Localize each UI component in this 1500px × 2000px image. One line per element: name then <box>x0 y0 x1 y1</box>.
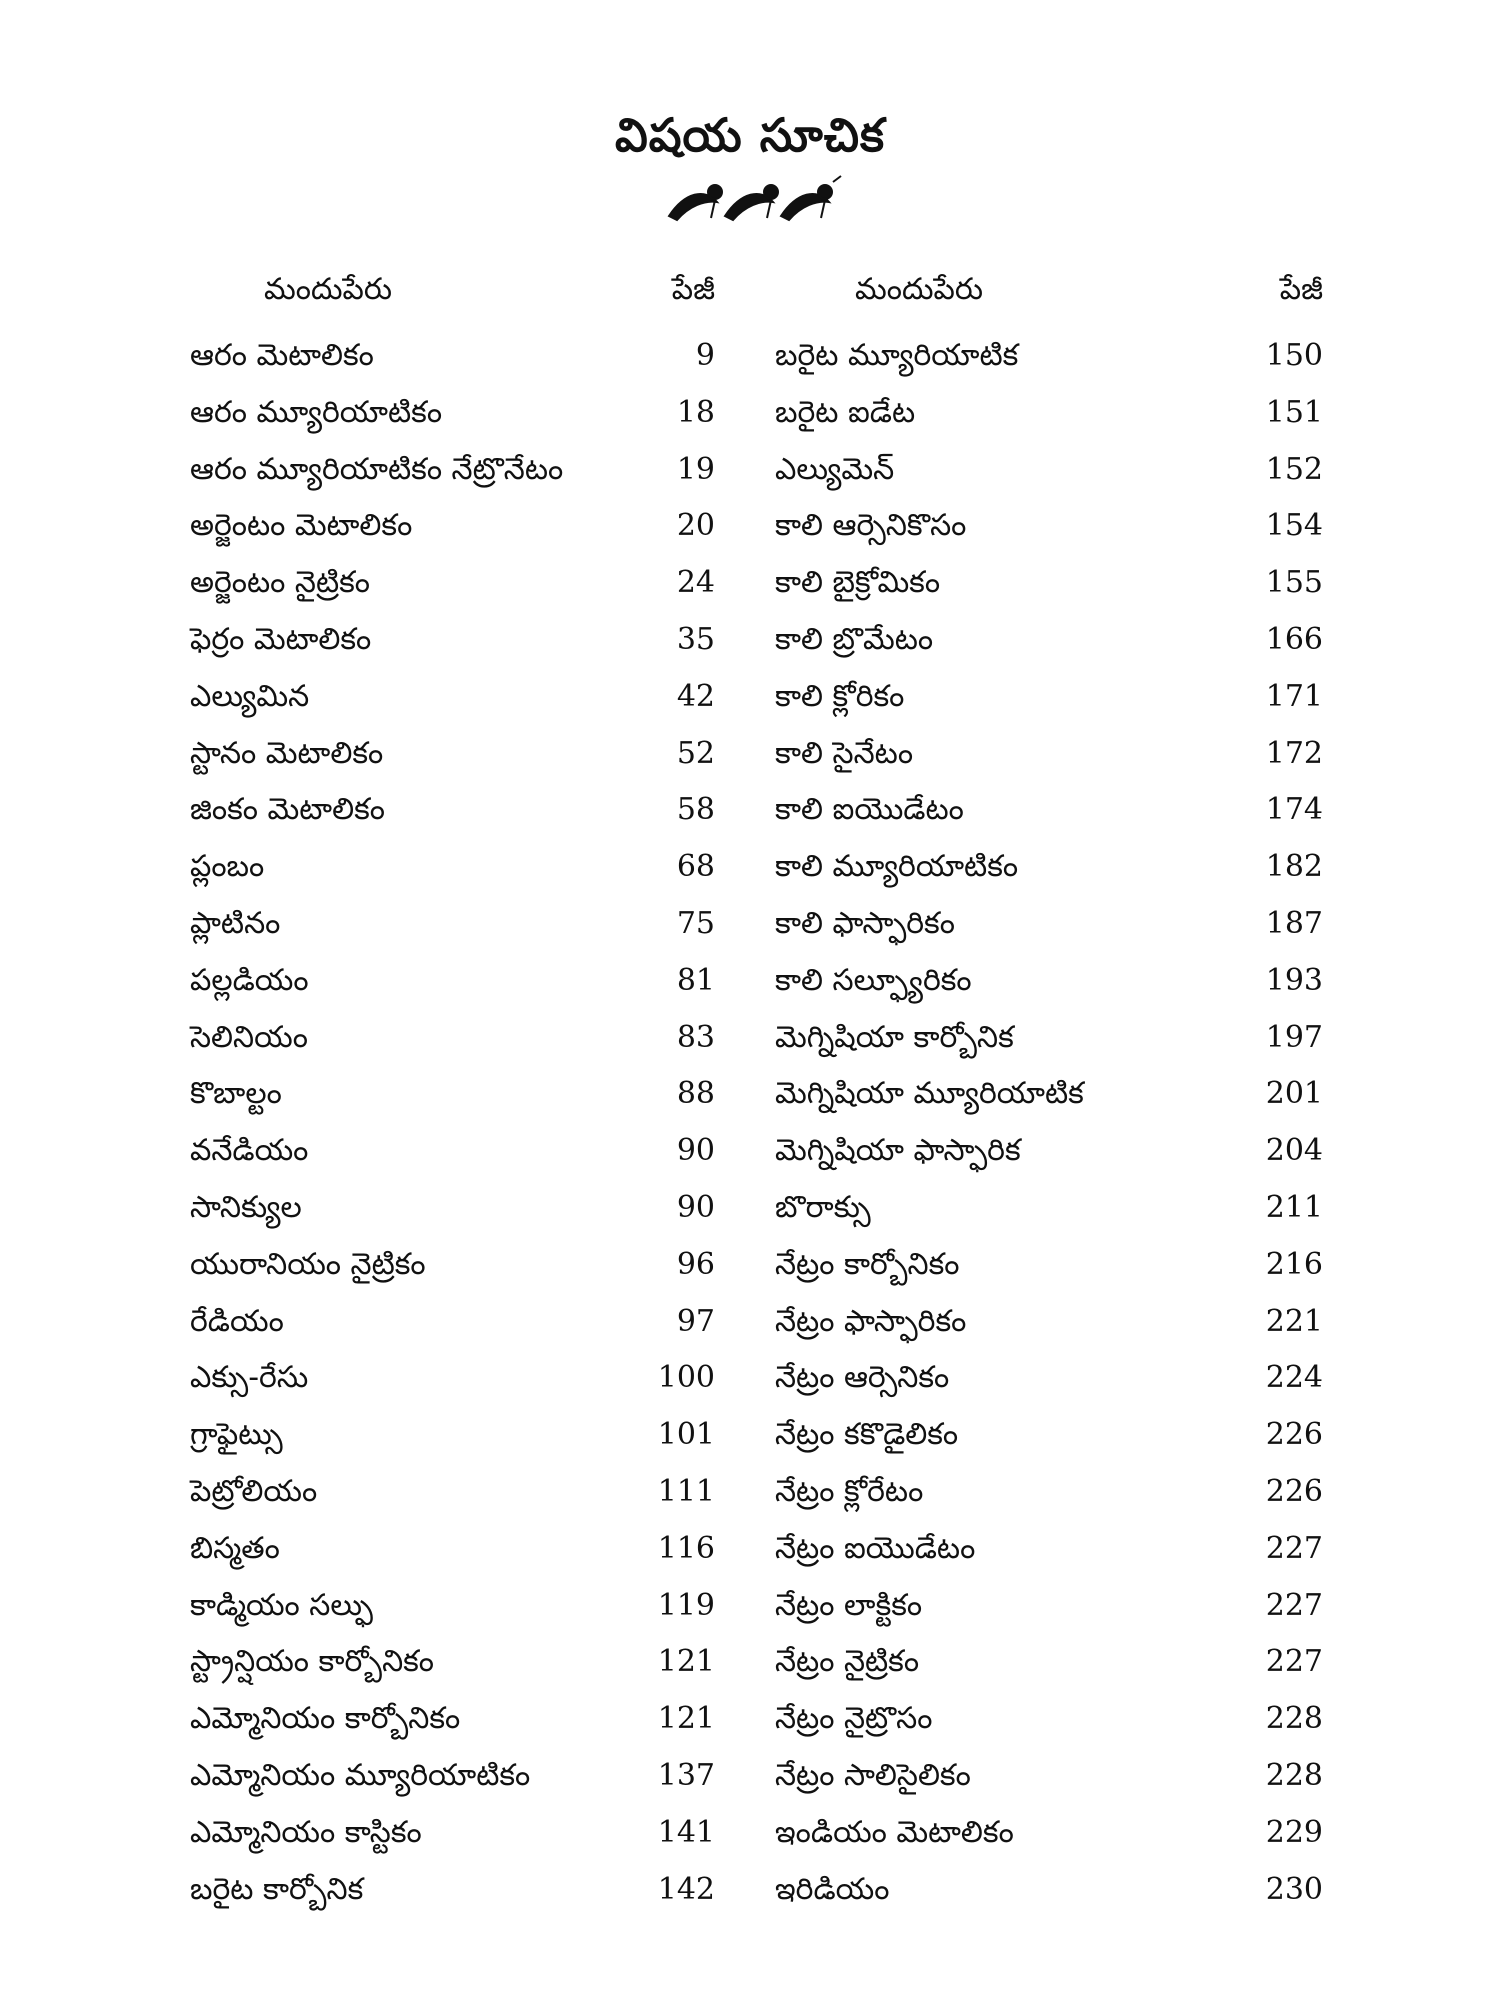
toc-entry <box>190 1634 715 1691</box>
toc-entry <box>190 726 715 783</box>
toc-entry <box>190 669 715 726</box>
page-number: 83 <box>676 1019 715 1055</box>
toc-entry <box>775 1237 1323 1294</box>
toc-entry <box>775 953 1323 1010</box>
toc-entry <box>775 1407 1323 1464</box>
medicine-name: స్టానం మెటాలికం <box>190 735 384 771</box>
page-number: 90 <box>676 1189 715 1225</box>
toc-entry <box>190 328 715 385</box>
toc-entry <box>190 1805 715 1862</box>
toc-entry <box>190 1578 715 1635</box>
toc-entry <box>775 1521 1323 1578</box>
page-number: 24 <box>676 565 715 601</box>
medicine-name: స్ట్రాన్షియం కార్బోనికం <box>190 1644 435 1680</box>
toc-entry <box>775 839 1323 896</box>
toc-entry <box>190 1294 715 1351</box>
page-number: 96 <box>676 1246 715 1282</box>
medicine-name: నేట్రం సాలిసైలికం <box>775 1757 971 1793</box>
toc-entry <box>775 1691 1323 1748</box>
medicine-name: కాలి సల్ఫ్యూరికం <box>775 962 972 998</box>
toc-entry <box>775 1862 1323 1919</box>
toc-entry <box>775 1805 1323 1862</box>
page-number: 224 <box>1265 1360 1323 1396</box>
page-number: 141 <box>657 1814 715 1850</box>
page-number: 101 <box>657 1417 715 1453</box>
medicine-name: బరైట ఐడేట <box>775 394 916 430</box>
page-number: 9 <box>695 338 715 373</box>
page-number: 227 <box>1265 1644 1323 1680</box>
toc-entry <box>190 1180 715 1237</box>
page-number: 227 <box>1265 1587 1323 1623</box>
page-number: 88 <box>676 1076 715 1112</box>
page-number: 151 <box>1265 394 1323 430</box>
medicine-name: పెట్రోలియం <box>190 1473 318 1509</box>
toc-entry <box>775 555 1323 612</box>
toc-entry <box>775 1748 1323 1805</box>
medicine-name: మెగ్నిషియా మ్యూరియాటిక <box>775 1076 1084 1112</box>
toc-entry <box>190 1010 715 1067</box>
toc-entry <box>190 1748 715 1805</box>
toc-entry <box>190 1862 715 1919</box>
page-number: 172 <box>1265 735 1323 771</box>
toc-entry <box>190 1123 715 1180</box>
toc-entry <box>775 669 1323 726</box>
page-number: 226 <box>1265 1473 1323 1509</box>
toc-entry <box>775 612 1323 669</box>
page-number: 119 <box>657 1587 715 1623</box>
medicine-name: నేట్రం ఐయొడేటం <box>775 1530 976 1566</box>
medicine-name: కాలి బైక్రోమికం <box>775 565 941 601</box>
toc-entry <box>775 726 1323 783</box>
toc-entry <box>190 953 715 1010</box>
page-number: 35 <box>676 621 715 657</box>
page-number: 171 <box>1265 678 1323 714</box>
medicine-name: మెగ్నిషియా ఫాస్ఫారిక <box>775 1133 1021 1169</box>
toc-entry <box>190 1237 715 1294</box>
toc-entry <box>190 442 715 499</box>
toc-entry <box>775 385 1323 442</box>
toc-entry <box>775 1294 1323 1351</box>
toc-column-left <box>190 272 715 1918</box>
toc-entry <box>190 555 715 612</box>
medicine-name: ఎమ్మోనియం కాస్టికం <box>190 1814 422 1850</box>
page-number: 100 <box>657 1360 715 1396</box>
medicine-name: సానిక్యుల <box>190 1189 302 1225</box>
medicine-name: నేట్రం లాక్టికం <box>775 1587 923 1623</box>
column-header <box>190 272 715 328</box>
medicine-name: కాలి సైనేటం <box>775 735 914 771</box>
medicine-name: ఇండియం మెటాలికం <box>775 1814 1014 1850</box>
medicine-name: నేట్రం నైట్రొసం <box>775 1701 933 1737</box>
header-medicine-name: మందుపేరు <box>264 272 393 307</box>
medicine-name: ఫెర్రం మెటాలికం <box>190 621 372 657</box>
decorative-ornament <box>665 172 845 228</box>
medicine-name: కాలి బ్రొమేటం <box>775 621 934 657</box>
toc-entry <box>190 1407 715 1464</box>
page-number: 20 <box>676 508 715 544</box>
toc-entry <box>775 1464 1323 1521</box>
toc-entry <box>775 1578 1323 1635</box>
page-number: 116 <box>657 1530 715 1566</box>
medicine-name: నేట్రం క్లోరేటం <box>775 1473 924 1509</box>
medicine-name: ప్లాటినం <box>190 905 281 941</box>
toc-entry <box>190 1066 715 1123</box>
medicine-name: కాలి ఫాస్ఫారికం <box>775 905 955 941</box>
medicine-name: ఆరం మెటాలికం <box>190 338 374 373</box>
medicine-name: యురానియం నైట్రికం <box>190 1246 426 1282</box>
page-number: 75 <box>676 905 715 941</box>
page-number: 182 <box>1265 849 1323 885</box>
toc-entries <box>775 328 1323 1918</box>
page-number: 204 <box>1265 1133 1323 1169</box>
toc-entry <box>775 896 1323 953</box>
medicine-name: కొబాల్టం <box>190 1076 282 1112</box>
page-number: 52 <box>676 735 715 771</box>
page-number: 121 <box>657 1644 715 1680</box>
page-number: 152 <box>1265 451 1323 487</box>
medicine-name: కాలి మ్యూరియాటికం <box>775 849 1019 885</box>
toc-entry <box>775 1123 1323 1180</box>
medicine-name: నేట్రం కార్బోనికం <box>775 1246 960 1282</box>
medicine-name: బరైట కార్బోనిక <box>190 1871 364 1907</box>
page-number: 137 <box>657 1757 715 1793</box>
page-number: 154 <box>1265 508 1323 544</box>
page-title: విషయ సూచిక <box>615 108 885 162</box>
toc-entry <box>775 1350 1323 1407</box>
medicine-name: కాలి క్లోరికం <box>775 678 905 714</box>
page-number: 187 <box>1265 905 1323 941</box>
page-number: 174 <box>1265 792 1323 828</box>
medicine-name: ప్లంబం <box>190 849 265 885</box>
page-number: 201 <box>1265 1076 1323 1112</box>
page-number: 42 <box>676 678 715 714</box>
medicine-name: బిస్మతం <box>190 1530 280 1566</box>
toc-entry <box>190 1521 715 1578</box>
page-number: 81 <box>676 962 715 998</box>
medicine-name: అర్జెంటం మెటాలికం <box>190 508 413 544</box>
page-number: 90 <box>676 1133 715 1169</box>
toc-entry <box>775 442 1323 499</box>
medicine-name: మెగ్నిషియా కార్బోనిక <box>775 1019 1014 1055</box>
medicine-name: గ్రాఫైట్సు <box>190 1417 283 1453</box>
page-number: 18 <box>676 394 715 430</box>
toc-entry <box>775 328 1323 385</box>
page-number: 221 <box>1265 1303 1323 1339</box>
page-number: 121 <box>657 1701 715 1737</box>
medicine-name: ఆరం మ్యూరియాటికం <box>190 394 443 430</box>
page-number: 227 <box>1265 1530 1323 1566</box>
toc-entry <box>190 498 715 555</box>
medicine-name: ఎమ్మోనియం కార్బోనికం <box>190 1701 461 1737</box>
medicine-name: ఎక్సు-రేసు <box>190 1360 309 1396</box>
medicine-name: ఆరం మ్యూరియాటికం నేట్రొనేటం <box>190 451 564 487</box>
toc-entry <box>190 1464 715 1521</box>
page-number: 216 <box>1265 1246 1323 1282</box>
toc-entry <box>190 896 715 953</box>
page-number: 193 <box>1265 962 1323 998</box>
page-number: 68 <box>676 849 715 885</box>
medicine-name: నేట్రం ఫాస్ఫారికం <box>775 1303 967 1339</box>
medicine-name: రేడియం <box>190 1303 284 1339</box>
page-number: 197 <box>1265 1019 1323 1055</box>
medicine-name: ఇరిడియం <box>775 1871 890 1907</box>
medicine-name: పల్లడియం <box>190 962 309 998</box>
page-number: 211 <box>1265 1189 1323 1225</box>
medicine-name: బరైట మ్యూరియాటిక <box>775 338 1019 373</box>
header-page: పేజీ <box>671 272 715 307</box>
header-medicine-name: మందుపేరు <box>855 272 984 307</box>
medicine-name: జింకం మెటాలికం <box>190 792 385 828</box>
medicine-name: ఎమ్మోనియం మ్యూరియాటికం <box>190 1757 531 1793</box>
page-number: 230 <box>1265 1871 1323 1907</box>
toc-entry <box>775 782 1323 839</box>
medicine-name: బొరాక్సు <box>775 1189 871 1225</box>
medicine-name: నేట్రం ఆర్సెనికం <box>775 1360 950 1396</box>
page-number: 228 <box>1265 1701 1323 1737</box>
toc-entry <box>775 1010 1323 1067</box>
medicine-name: కాడ్మియం సల్ఫు <box>190 1587 373 1623</box>
toc-entry <box>190 782 715 839</box>
page-number: 19 <box>676 451 715 487</box>
medicine-name: నేట్రం నైట్రికం <box>775 1644 920 1680</box>
medicine-name: కాలి ఆర్సెనికొసం <box>775 508 967 544</box>
header-page: పేజీ <box>1279 272 1323 307</box>
medicine-name: ఎల్యుమెన్ <box>775 451 895 487</box>
toc-entry <box>190 385 715 442</box>
page-number: 58 <box>676 792 715 828</box>
page-number: 142 <box>657 1871 715 1907</box>
page-number: 111 <box>657 1473 715 1509</box>
toc-entry <box>190 839 715 896</box>
page-number: 228 <box>1265 1757 1323 1793</box>
medicine-name: సెలినియం <box>190 1019 308 1055</box>
page-number: 166 <box>1265 621 1323 657</box>
toc-entries <box>190 328 715 1918</box>
toc-entry <box>190 612 715 669</box>
toc-entry <box>775 1066 1323 1123</box>
toc-entry <box>775 498 1323 555</box>
medicine-name: అర్జెంటం నైట్రికం <box>190 565 370 601</box>
toc-column-right <box>775 272 1323 1918</box>
page-number: 150 <box>1265 338 1323 373</box>
medicine-name: కాలి ఐయొడేటం <box>775 792 964 828</box>
page-number: 155 <box>1265 565 1323 601</box>
toc-entry <box>775 1634 1323 1691</box>
page-number: 226 <box>1265 1417 1323 1453</box>
toc-entry <box>190 1350 715 1407</box>
toc-entry <box>190 1691 715 1748</box>
medicine-name: ఎల్యుమిన <box>190 678 310 714</box>
page-number: 97 <box>676 1303 715 1339</box>
toc-entry <box>775 1180 1323 1237</box>
medicine-name: నేట్రం కకొడైలికం <box>775 1417 959 1453</box>
column-header <box>775 272 1323 328</box>
page-number: 229 <box>1265 1814 1323 1850</box>
medicine-name: వనేడియం <box>190 1133 309 1169</box>
